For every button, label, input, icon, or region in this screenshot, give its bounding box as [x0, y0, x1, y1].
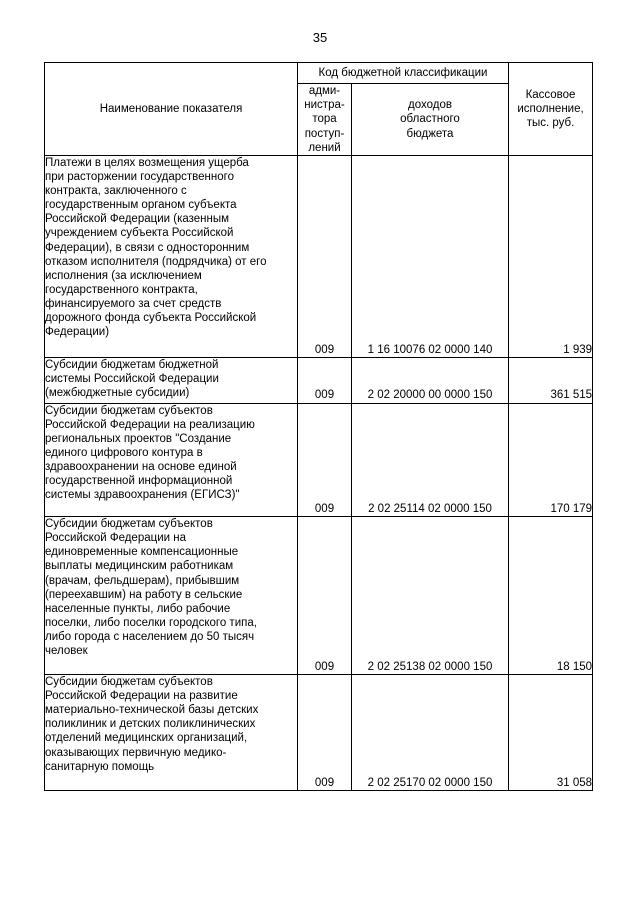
- row-name: Субсидии бюджетам субъектов Российской Федерации на единовременные компенсационные выплаты медицинским работникам (врачам, фельдшерам), прибывшим (переехавшим) на работу в сельские населенные пункты, либо рабочие поселки, либо поселки городского типа, либо города с населением до 50 тысяч человек: [45, 517, 298, 675]
- row-admin-code: 009: [298, 675, 352, 791]
- row-admin-code: 009: [298, 517, 352, 675]
- row-name: Субсидии бюджетам субъектов Российской Федерации на развитие материально-технической базы детских поликлиник и детских поликлинических отделений медицинских организаций, оказывающих первичную медико- санитарную помощь: [45, 675, 298, 791]
- row-income-code: 2 02 25114 02 0000 150: [352, 403, 509, 517]
- row-sum: 1 939: [509, 156, 593, 358]
- table-row: [45, 403, 593, 517]
- table-row: [45, 517, 593, 675]
- budget-table: [44, 62, 593, 791]
- row-name: Субсидии бюджетам субъектов Российской Федерации на реализацию региональных проектов "Создание единого цифрового контура в здравоохранении на основе единой государственной информационной системы здравоохранения (ЕГИСЗ)": [45, 403, 298, 517]
- row-sum: 361 515: [509, 358, 593, 403]
- row-income-code: 1 16 10076 02 0000 140: [352, 156, 509, 358]
- header-cash-execution: Кассовое исполнение, тыс. руб.: [509, 63, 593, 156]
- row-name: Платежи в целях возмещения ущерба при расторжении государственного контракта, заключенного с государственным органом субъекта Российской Федерации (казенным учреждением субъекта Российской Федерации), в связи с односторонним отказом исполнителя (подрядчика) от его исполнения (за исключением государственного контракта, финансируемого за счет средств дорожного фонда субъекта Российской Федерации): [45, 156, 298, 358]
- header-income-code: доходов областного бюджета: [352, 84, 509, 156]
- header-row-1: [45, 63, 593, 84]
- header-name: Наименование показателя: [45, 63, 298, 156]
- row-admin-code: 009: [298, 358, 352, 403]
- row-admin-code: 009: [298, 403, 352, 517]
- row-admin-code: 009: [298, 156, 352, 358]
- row-income-code: 2 02 25170 02 0000 150: [352, 675, 509, 791]
- table-row: [45, 156, 593, 358]
- row-name: Субсидии бюджетам бюджетной системы Российской Федерации (межбюджетные субсидии): [45, 358, 298, 403]
- row-sum: 18 150: [509, 517, 593, 675]
- table-row: [45, 675, 593, 791]
- row-income-code: 2 02 25138 02 0000 150: [352, 517, 509, 675]
- row-income-code: 2 02 20000 00 0000 150: [352, 358, 509, 403]
- header-admin-code: адми- нистра- тора поступ- лений: [298, 84, 352, 156]
- row-sum: 31 058: [509, 675, 593, 791]
- row-sum: 170 179: [509, 403, 593, 517]
- table-row: [45, 358, 593, 403]
- page-number: 35: [312, 30, 328, 45]
- header-classification-group: Код бюджетной классификации: [298, 63, 509, 84]
